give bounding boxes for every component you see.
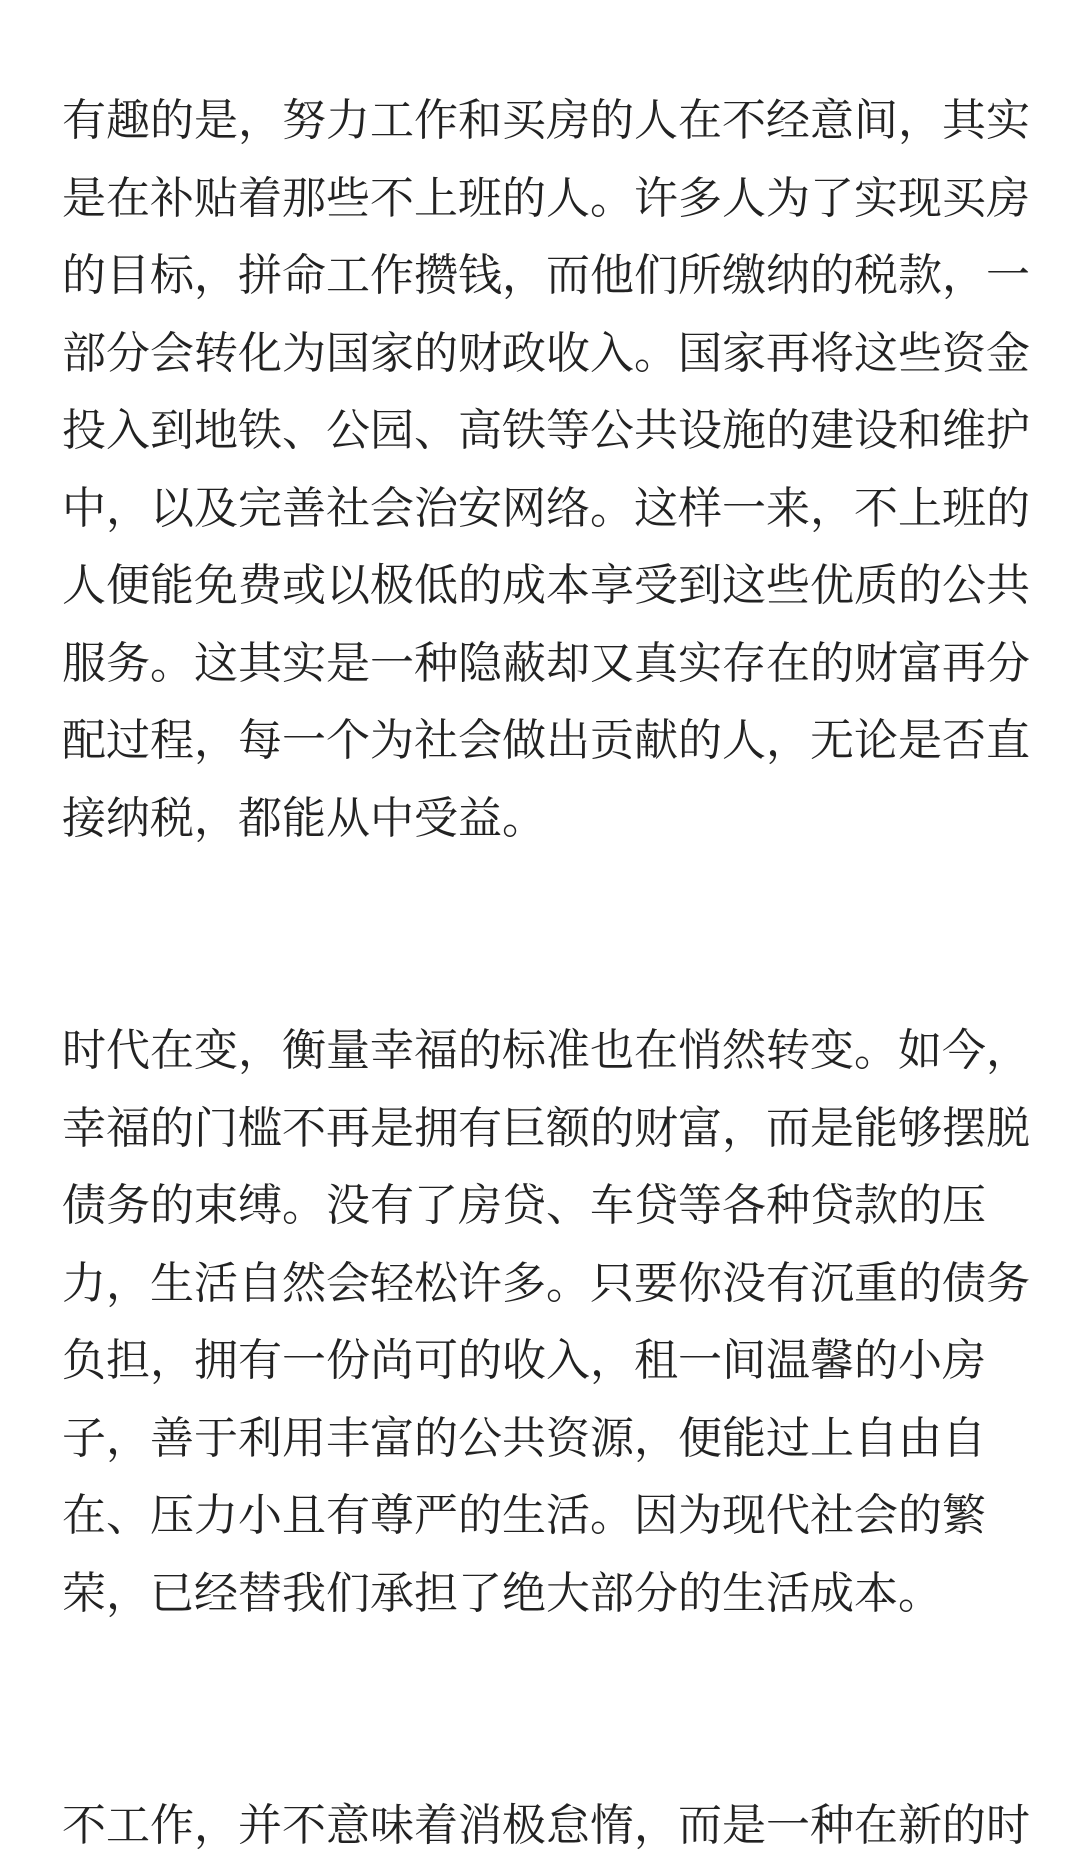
paragraph-1	[62, 82, 1032, 857]
text-line: 幸福的门槛不再是拥有巨额的财富，而是能够摆脱	[62, 1102, 1030, 1154]
text-line: 在、压力小且有尊严的生活。因为现代社会的繁	[62, 1490, 986, 1541]
text-line: 不工作，并不意味着消极怠惰，而是一种在新的时	[62, 1800, 1030, 1851]
text-line: 接纳税，都能从中受益。	[62, 792, 546, 844]
text-line: 力，生活自然会轻松许多。只要你没有沉重的债务	[62, 1257, 1030, 1309]
text-line: 投入到地铁、公园、高铁等公共设施的建设和维护	[62, 405, 1030, 456]
text-line: 人便能免费或以极低的成本享受到这些优质的公共	[62, 560, 1030, 611]
text-line: 债务的束缚。没有了房贷、车贷等各种贷款的压	[62, 1180, 986, 1231]
text-line: 负担，拥有一份尚可的收入，租一间温馨的小房	[62, 1335, 986, 1386]
article-body	[62, 82, 1032, 1865]
text-line: 服务。这其实是一种隐蔽却又真实存在的财富再分	[62, 637, 1030, 689]
text-line: 是在补贴着那些不上班的人。许多人为了实现买房	[62, 172, 1030, 224]
text-line: 子，善于利用丰富的公共资源，便能过上自由自	[62, 1412, 986, 1464]
text-line: 配过程，每一个为社会做出贡献的人，无论是否直	[62, 715, 1030, 766]
text-line: 时代在变，衡量幸福的标准也在悄然转变。如今，	[62, 1025, 1030, 1076]
text-line: 中，以及完善社会治安网络。这样一来，不上班的	[62, 482, 1030, 534]
text-line: 有趣的是，努力工作和买房的人在不经意间，其实	[62, 95, 1030, 146]
paragraph-spacer	[62, 1632, 1032, 1787]
paragraph-3	[62, 1787, 1032, 1865]
text-line: 荣，已经替我们承担了绝大部分的生活成本。	[62, 1567, 942, 1619]
text-line: 部分会转化为国家的财政收入。国家再将这些资金	[62, 327, 1030, 379]
paragraph-2	[62, 1012, 1032, 1632]
paragraph-spacer	[62, 857, 1032, 1012]
text-line: 的目标，拼命工作攒钱，而他们所缴纳的税款，一	[62, 250, 1030, 301]
